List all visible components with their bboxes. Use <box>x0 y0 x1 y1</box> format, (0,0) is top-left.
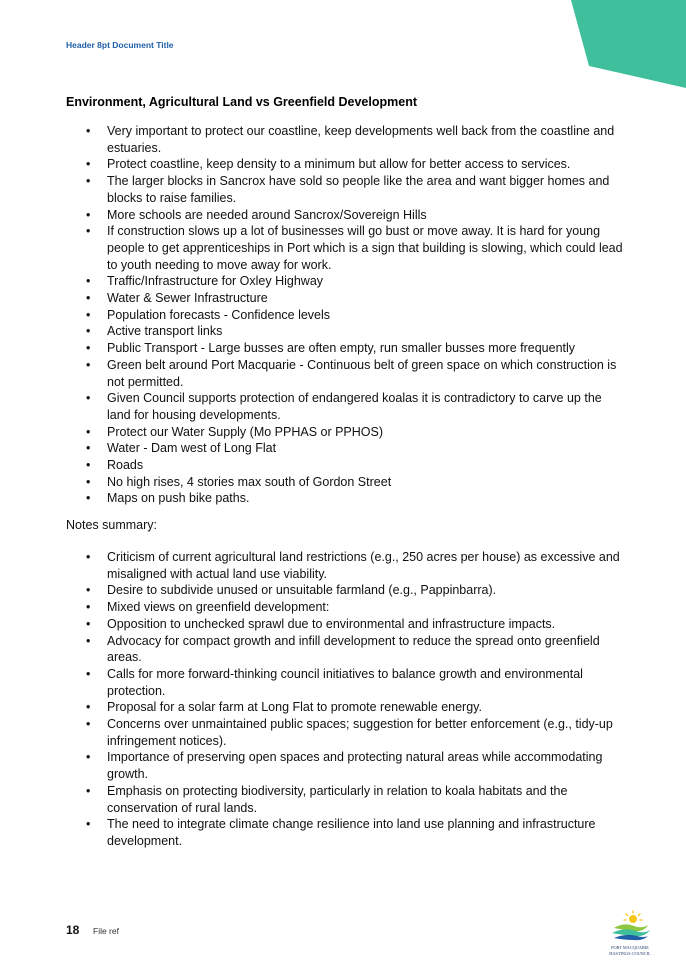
list-item: • Roads <box>66 457 626 474</box>
list-item: • Maps on push bike paths. <box>66 490 626 507</box>
list-item: • Importance of preserving open spaces and protecting natural areas while accommodating growth. <box>66 749 626 782</box>
list-item: • The larger blocks in Sancrox have sold so people like the area and want bigger homes and blocks to raise families. <box>66 173 626 206</box>
section-bullet-list <box>66 123 626 507</box>
list-item: • Water & Sewer Infrastructure <box>66 290 626 307</box>
notes-summary-label: Notes summary: <box>66 518 157 532</box>
page-number: 18 <box>66 923 80 937</box>
list-item: • Proposal for a solar farm at Long Flat to promote renewable energy. <box>66 699 626 716</box>
notes-bullet-list <box>66 549 626 850</box>
list-item: • Given Council supports protection of endangered koalas it is contradictory to carve up the land for housing developments. <box>66 390 626 423</box>
list-item: • Mixed views on greenfield development: <box>66 599 626 616</box>
list-item: • No high rises, 4 stories max south of Gordon Street <box>66 474 626 491</box>
list-item: • The need to integrate climate change resilience into land use planning and infrastructure development. <box>66 816 626 849</box>
list-item: • Advocacy for compact growth and infill development to reduce the spread onto greenfield areas. <box>66 633 626 666</box>
list-item: • Criticism of current agricultural land restrictions (e.g., 250 acres per house) as excessive and misaligned with actual land use viability. <box>66 549 626 582</box>
list-item: • Public Transport - Large busses are often empty, run smaller busses more frequently <box>66 340 626 357</box>
section-heading: Environment, Agricultural Land vs Greenfield Development <box>66 95 417 109</box>
list-item: • Concerns over unmaintained public spaces; suggestion for better enforcement (e.g., tidy-up infringement notices). <box>66 716 626 749</box>
corner-decoration <box>0 0 686 100</box>
list-item: • Traffic/Infrastructure for Oxley Highway <box>66 273 626 290</box>
logo-text-line2: HASTINGS COUNCIL <box>609 951 651 956</box>
list-item: • Emphasis on protecting biodiversity, particularly in relation to koala habitats and the conservation of rural lands. <box>66 783 626 816</box>
file-ref: File ref <box>93 926 119 936</box>
council-logo <box>600 910 660 960</box>
list-item: • Protect coastline, keep density to a minimum but allow for better access to services. <box>66 156 626 173</box>
list-item: • Active transport links <box>66 323 626 340</box>
logo-text-line1: PORT MACQUARIE <box>611 945 649 950</box>
list-item: • Green belt around Port Macquarie - Continuous belt of green space on which construction is not permitted. <box>66 357 626 390</box>
list-item: • Protect our Water Supply (Mo PPHAS or PPHOS) <box>66 424 626 441</box>
list-item: • Opposition to unchecked sprawl due to environmental and infrastructure impacts. <box>66 616 626 633</box>
list-item: • More schools are needed around Sancrox/Sovereign Hills <box>66 207 626 224</box>
list-item: • Desire to subdivide unused or unsuitable farmland (e.g., Pappinbarra). <box>66 582 626 599</box>
list-item: • Very important to protect our coastline, keep developments well back from the coastline and estuaries. <box>66 123 626 156</box>
list-item: • Calls for more forward-thinking council initiatives to balance growth and environmental protection. <box>66 666 626 699</box>
document-header-title: Header 8pt Document Title <box>66 40 174 50</box>
list-item: • If construction slows up a lot of businesses will go bust or move away. It is hard for young people to get apprenticeships in Port which is a sign that building is slowing, which could lead to youth needing to move away for work. <box>66 223 626 273</box>
list-item: • Water - Dam west of Long Flat <box>66 440 626 457</box>
list-item: • Population forecasts - Confidence levels <box>66 307 626 324</box>
